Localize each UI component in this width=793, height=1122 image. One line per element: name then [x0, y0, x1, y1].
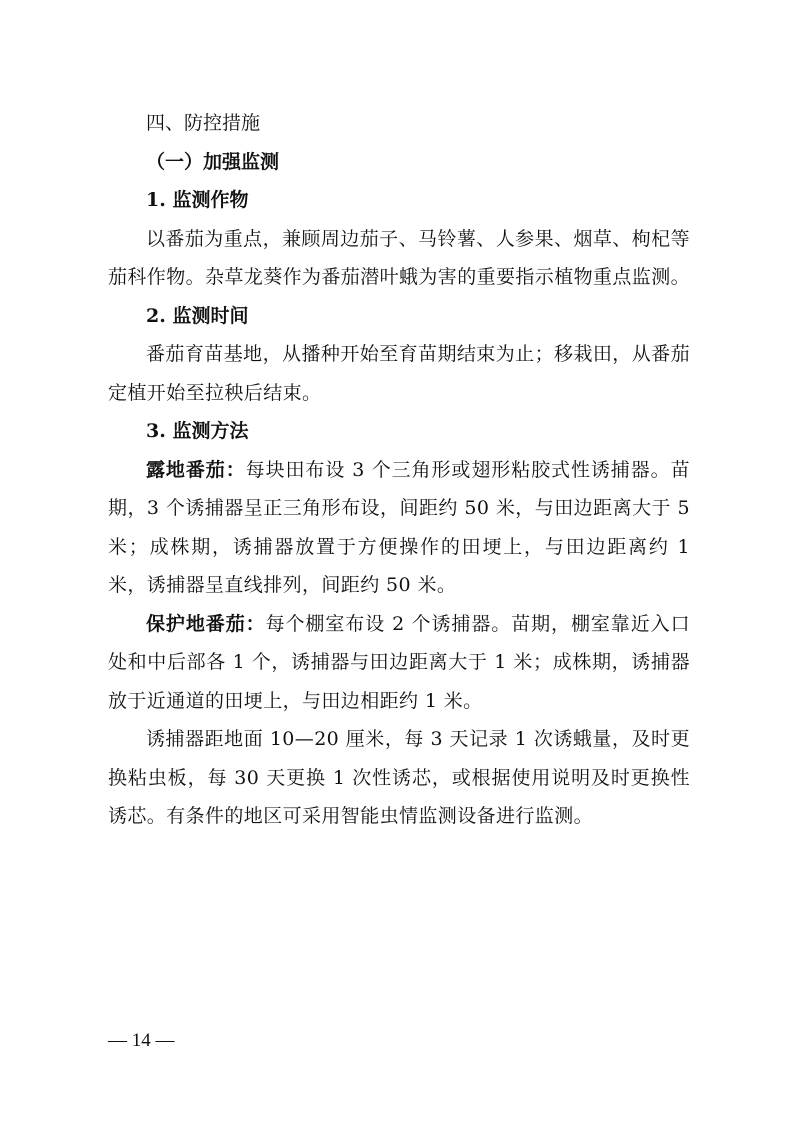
paragraph-text: 诱捕器距地面 10—20 厘米，每 3 天记录 1 次诱蛾量，及时更换粘虫板，每 30 天更换 1 次性诱芯，或根据使用说明及时更换性诱芯。有条件的地区可采用智能虫情监测设备进行监测。 — [108, 728, 690, 827]
subsection-title: （一）加强监测 — [146, 150, 280, 173]
paragraph-text: 每块田布设 3 个三角形或翅形粘胶式性诱捕器。苗期，3 个诱捕器呈正三角形布设，间距约 50 米，与田边距离大于 5 米；成株期，诱捕器放置于方便操作的田埂上，与田边距离约 1 米，诱捕器呈直线排列，间距约 50 米。 — [108, 458, 690, 596]
section-title: 四、防控措施 — [146, 112, 261, 134]
paragraph-lead-open-field: 露地番茄： — [146, 458, 246, 481]
document-body — [108, 104, 690, 836]
paragraph-lead-greenhouse: 保护地番茄： — [146, 612, 266, 635]
paragraph-text: 以番茄为重点，兼顾周边茄子、马铃薯、人参果、烟草、枸杞等茄科作物。杂草龙葵作为番茄潜叶蛾为害的重要指示植物重点监测。 — [108, 227, 691, 288]
paragraph-crops — [108, 220, 690, 297]
paragraph-text: 番茄育苗基地，从播种开始至育苗期结束为止；移栽田，从番茄定植开始至拉秧后结束。 — [108, 343, 690, 404]
page-number: — 14 — — [108, 1030, 175, 1051]
paragraph-trap-maintenance — [108, 720, 690, 836]
paragraph-time — [108, 335, 690, 412]
paragraph-open-field — [108, 451, 690, 605]
paragraph-greenhouse — [108, 605, 690, 721]
item-heading-method: 3. 监测方法 — [146, 420, 249, 442]
item-heading-crops: 1. 监测作物 — [146, 189, 249, 211]
item-heading-time: 2. 监测时间 — [146, 304, 249, 327]
paragraph-text: 每个棚室布设 2 个诱捕器。苗期，棚室靠近入口处和中后部各 1 个，诱捕器与田边距离大于 1 米；成株期，诱捕器放于近通道的田埂上，与田边相距约 1 米。 — [108, 612, 690, 712]
